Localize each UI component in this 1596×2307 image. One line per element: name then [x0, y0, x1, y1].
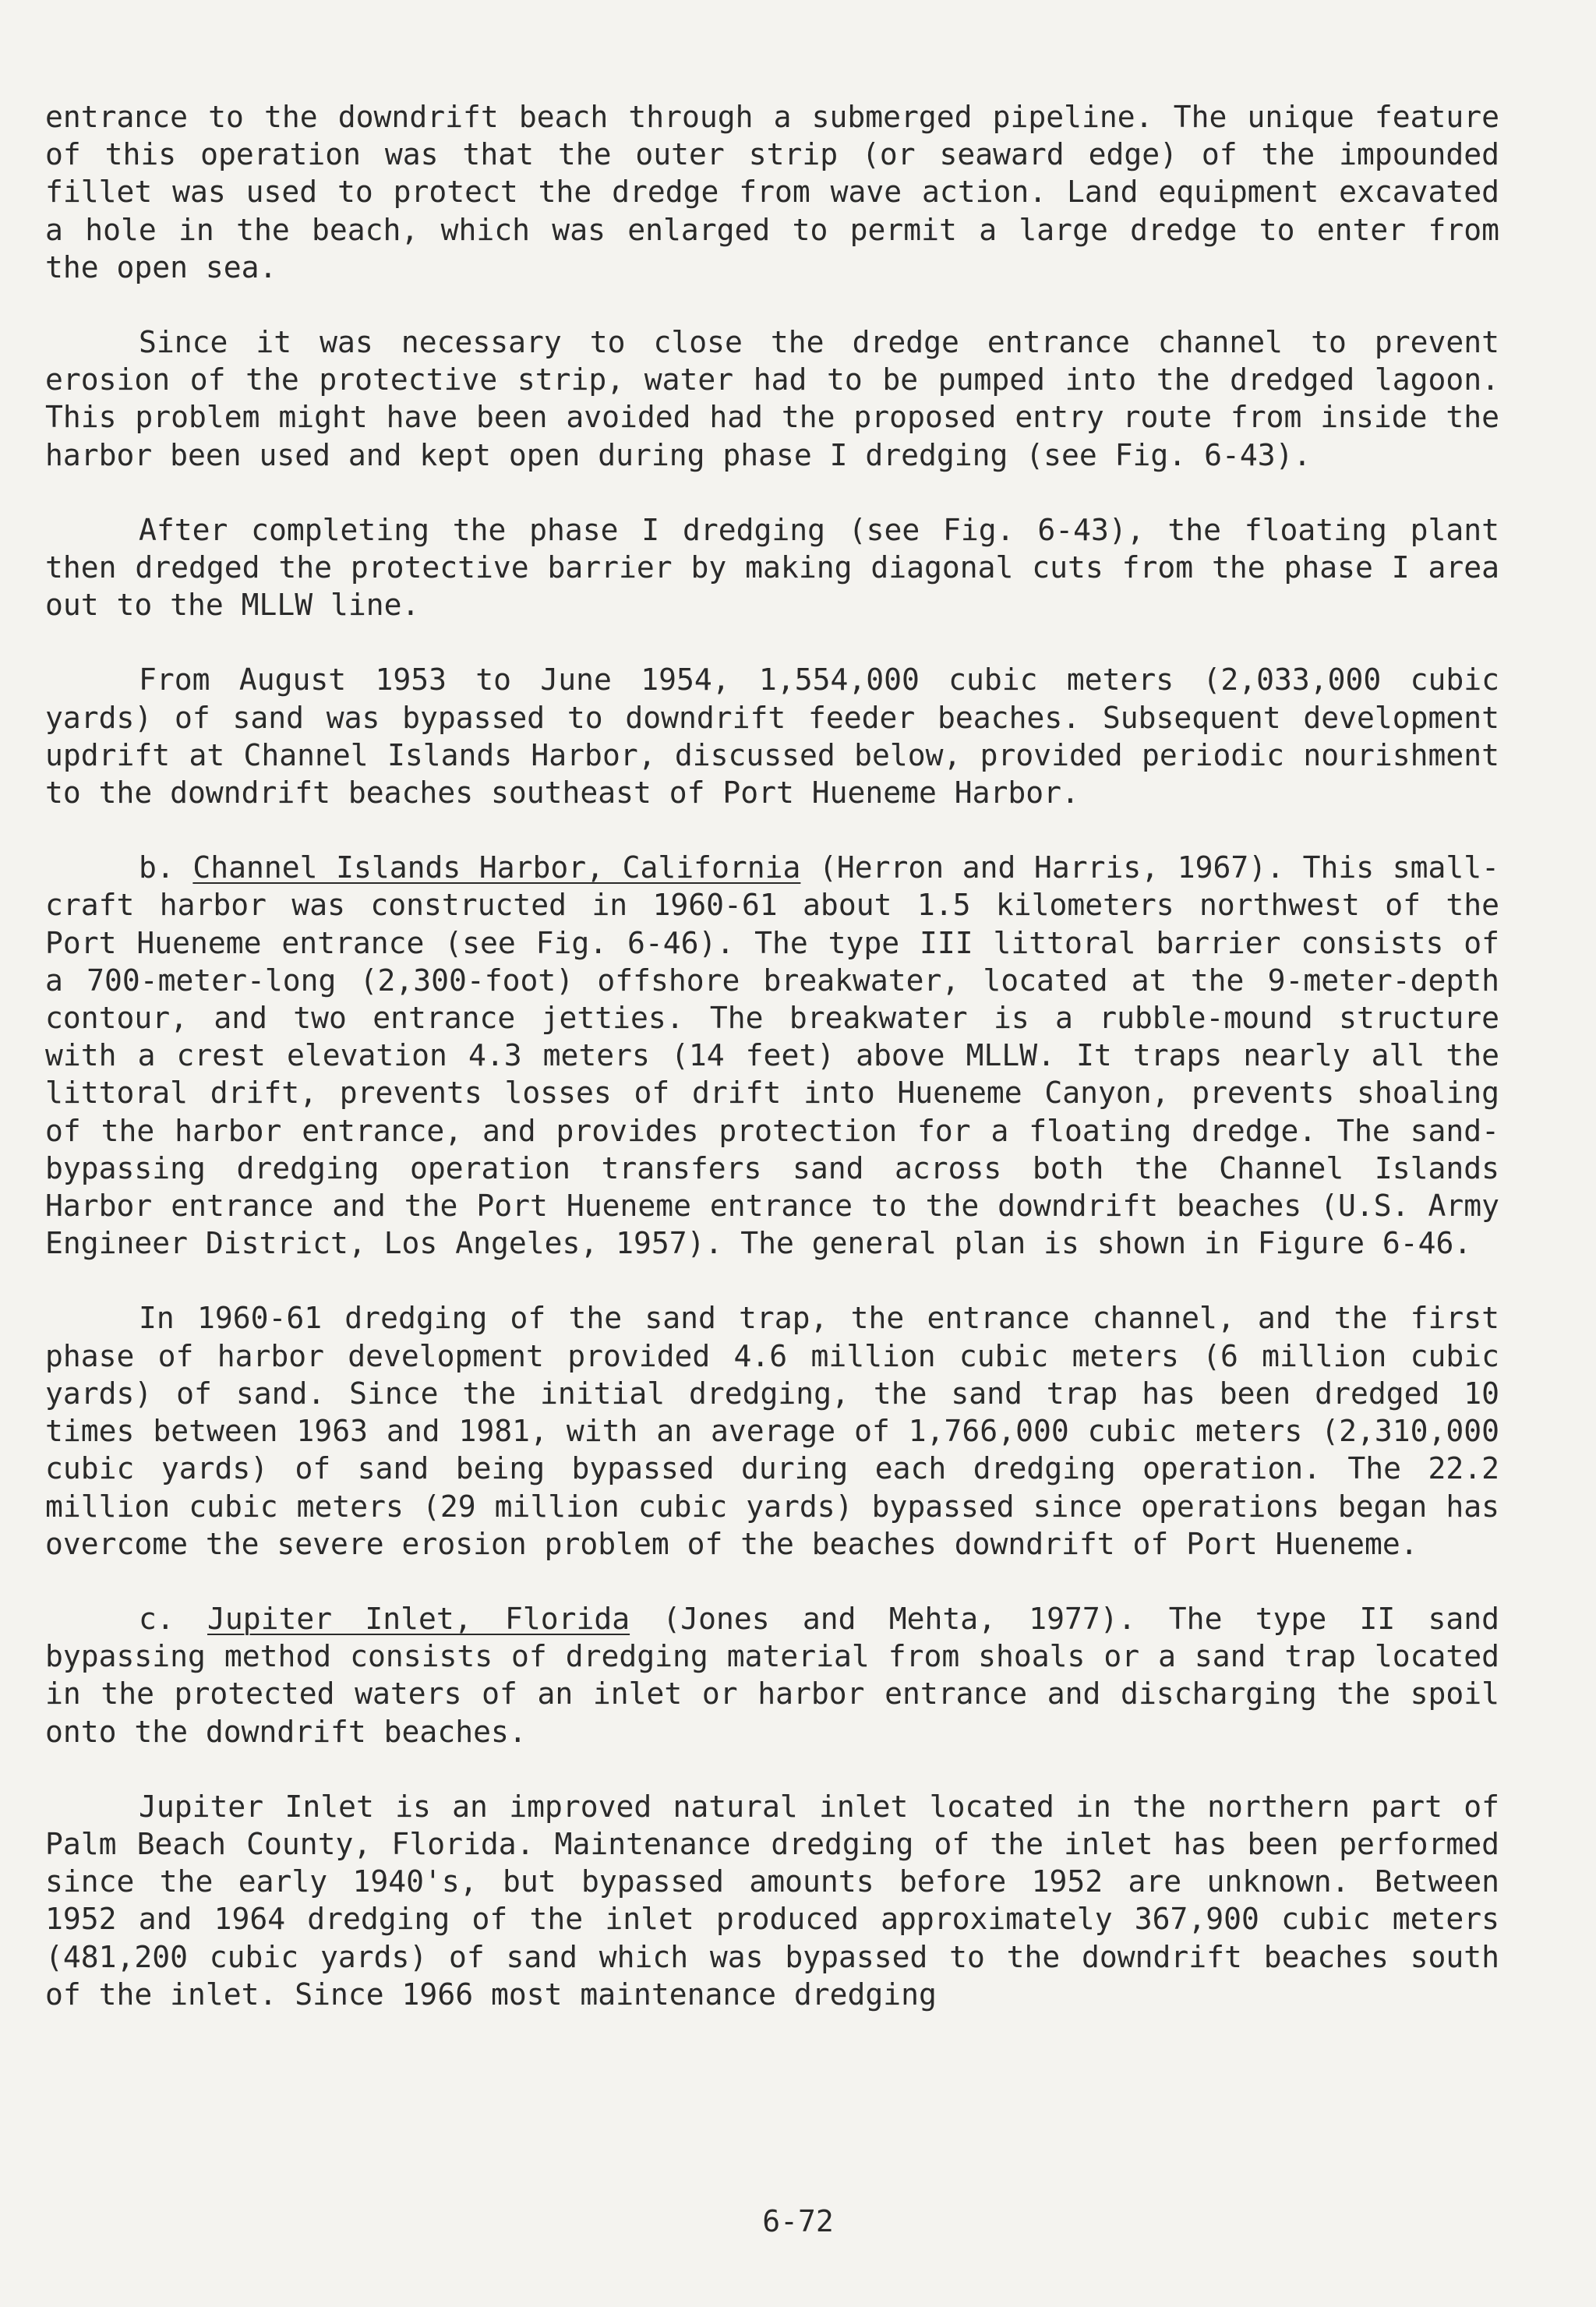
paragraph-3-text: After completing the phase I dredging (see Fig. 6-43), the floating plant then dredged the protective barrier by making diagonal cuts from the phase I area out to the MLLW line.: [45, 512, 1499, 623]
paragraph-6-text: In 1960-61 dredging of the sand trap, the entrance channel, and the first phase of harbor development provided 4.6 million cubic meters (6 million cubic yards) of sand. Since the initial dredging, the sand trap has been dredged 10 times between 1963 and 1981, with an average of 1,766,000 cubic meters (2,310,000 cubic yards) of sand being bypassed during each dredging operation. The 22.2 million cubic meters (29 million cubic yards) bypassed since operations began has overcome the severe erosion problem of the beaches downdrift of Port Hueneme.: [45, 1301, 1499, 1561]
section-b-heading: Channel Islands Harbor, California: [192, 850, 801, 885]
page-number: 6-72: [762, 2204, 834, 2238]
paragraph-1: [45, 98, 1499, 286]
paragraph-4-text: From August 1953 to June 1954, 1,554,000 cubic meters (2,033,000 cubic yards) of sand was bypassed to downdrift feeder beaches. Subsequent development updrift at Channel Islands Harbor, discussed below, provided periodic nourishment to the downdrift beaches southeast of Port Hueneme Harbor.: [45, 662, 1499, 811]
section-c-heading: Jupiter Inlet, Florida: [207, 1601, 630, 1636]
paragraph-4: [45, 661, 1499, 811]
paragraph-2-text: Since it was necessary to close the dredge entrance channel to prevent erosion of the protective strip, water had to be pumped into the dredged lagoon. This problem might have been avoided had the proposed entry route from inside the harbor been used and kept open during phase I dredging (see Fig. 6-43).: [45, 325, 1499, 472]
paragraph-5: [45, 849, 1499, 1262]
section-b-lead: b.: [139, 850, 193, 885]
paragraph-2: [45, 323, 1499, 474]
section-c-lead: c.: [139, 1601, 208, 1636]
paragraph-5-text: (Herron and Harris, 1967). This small-craft harbor was constructed in 1960-61 about 1.5 kilometers northwest of the Port Hueneme entrance (see Fig. 6-46). The type III littoral barrier consists of a 700-meter-long (2,300-foot) offshore breakwater, located at the 9-meter-depth contour, and two entrance jetties. The breakwater is a rubble-mound structure with a crest elevation 4.3 meters (14 feet) above MLLW. It traps nearly all the littoral drift, prevents losses of drift into Hueneme Canyon, prevents shoaling of the harbor entrance, and provides protection for a floating dredge. The sand-bypassing dredging operation transfers sand across both the Channel Islands Harbor entrance and the Port Hueneme entrance to the downdrift beaches (U.S. Army Engineer District, Los Angeles, 1957). The general plan is shown in Figure 6-46.: [45, 850, 1499, 1261]
paragraph-6: [45, 1299, 1499, 1562]
paragraph-7: [45, 1600, 1499, 1751]
paragraph-7-text: (Jones and Mehta, 1977). The type II sand bypassing method consists of dredging material from shoals or a sand trap located in the protected waters of an inlet or harbor entrance and discharging the spoil onto the downdrift beaches.: [45, 1601, 1499, 1749]
paragraph-8-text: Jupiter Inlet is an improved natural inlet located in the northern part of Palm Beach County, Florida. Maintenance dredging of the inlet has been performed since the early 1940's, but bypassed amounts before 1952 are unknown. Between 1952 and 1964 dredging of the inlet produced approximately 367,900 cubic meters (481,200 cubic yards) of sand which was bypassed to the downdrift beaches south of the inlet. Since 1966 most maintenance dredging: [45, 1789, 1499, 2012]
page-body: [45, 98, 1499, 2051]
paragraph-3: [45, 511, 1499, 624]
paragraph-8: [45, 1788, 1499, 2013]
paragraph-1-text: entrance to the downdrift beach through a submerged pipeline. The unique feature of this operation was that the outer strip (or seaward edge) of the impounded fillet was used to protect the dredge from wave action. Land equipment excavated a hole in the beach, which was enlarged to permit a large dredge to enter from the open sea.: [45, 100, 1499, 284]
